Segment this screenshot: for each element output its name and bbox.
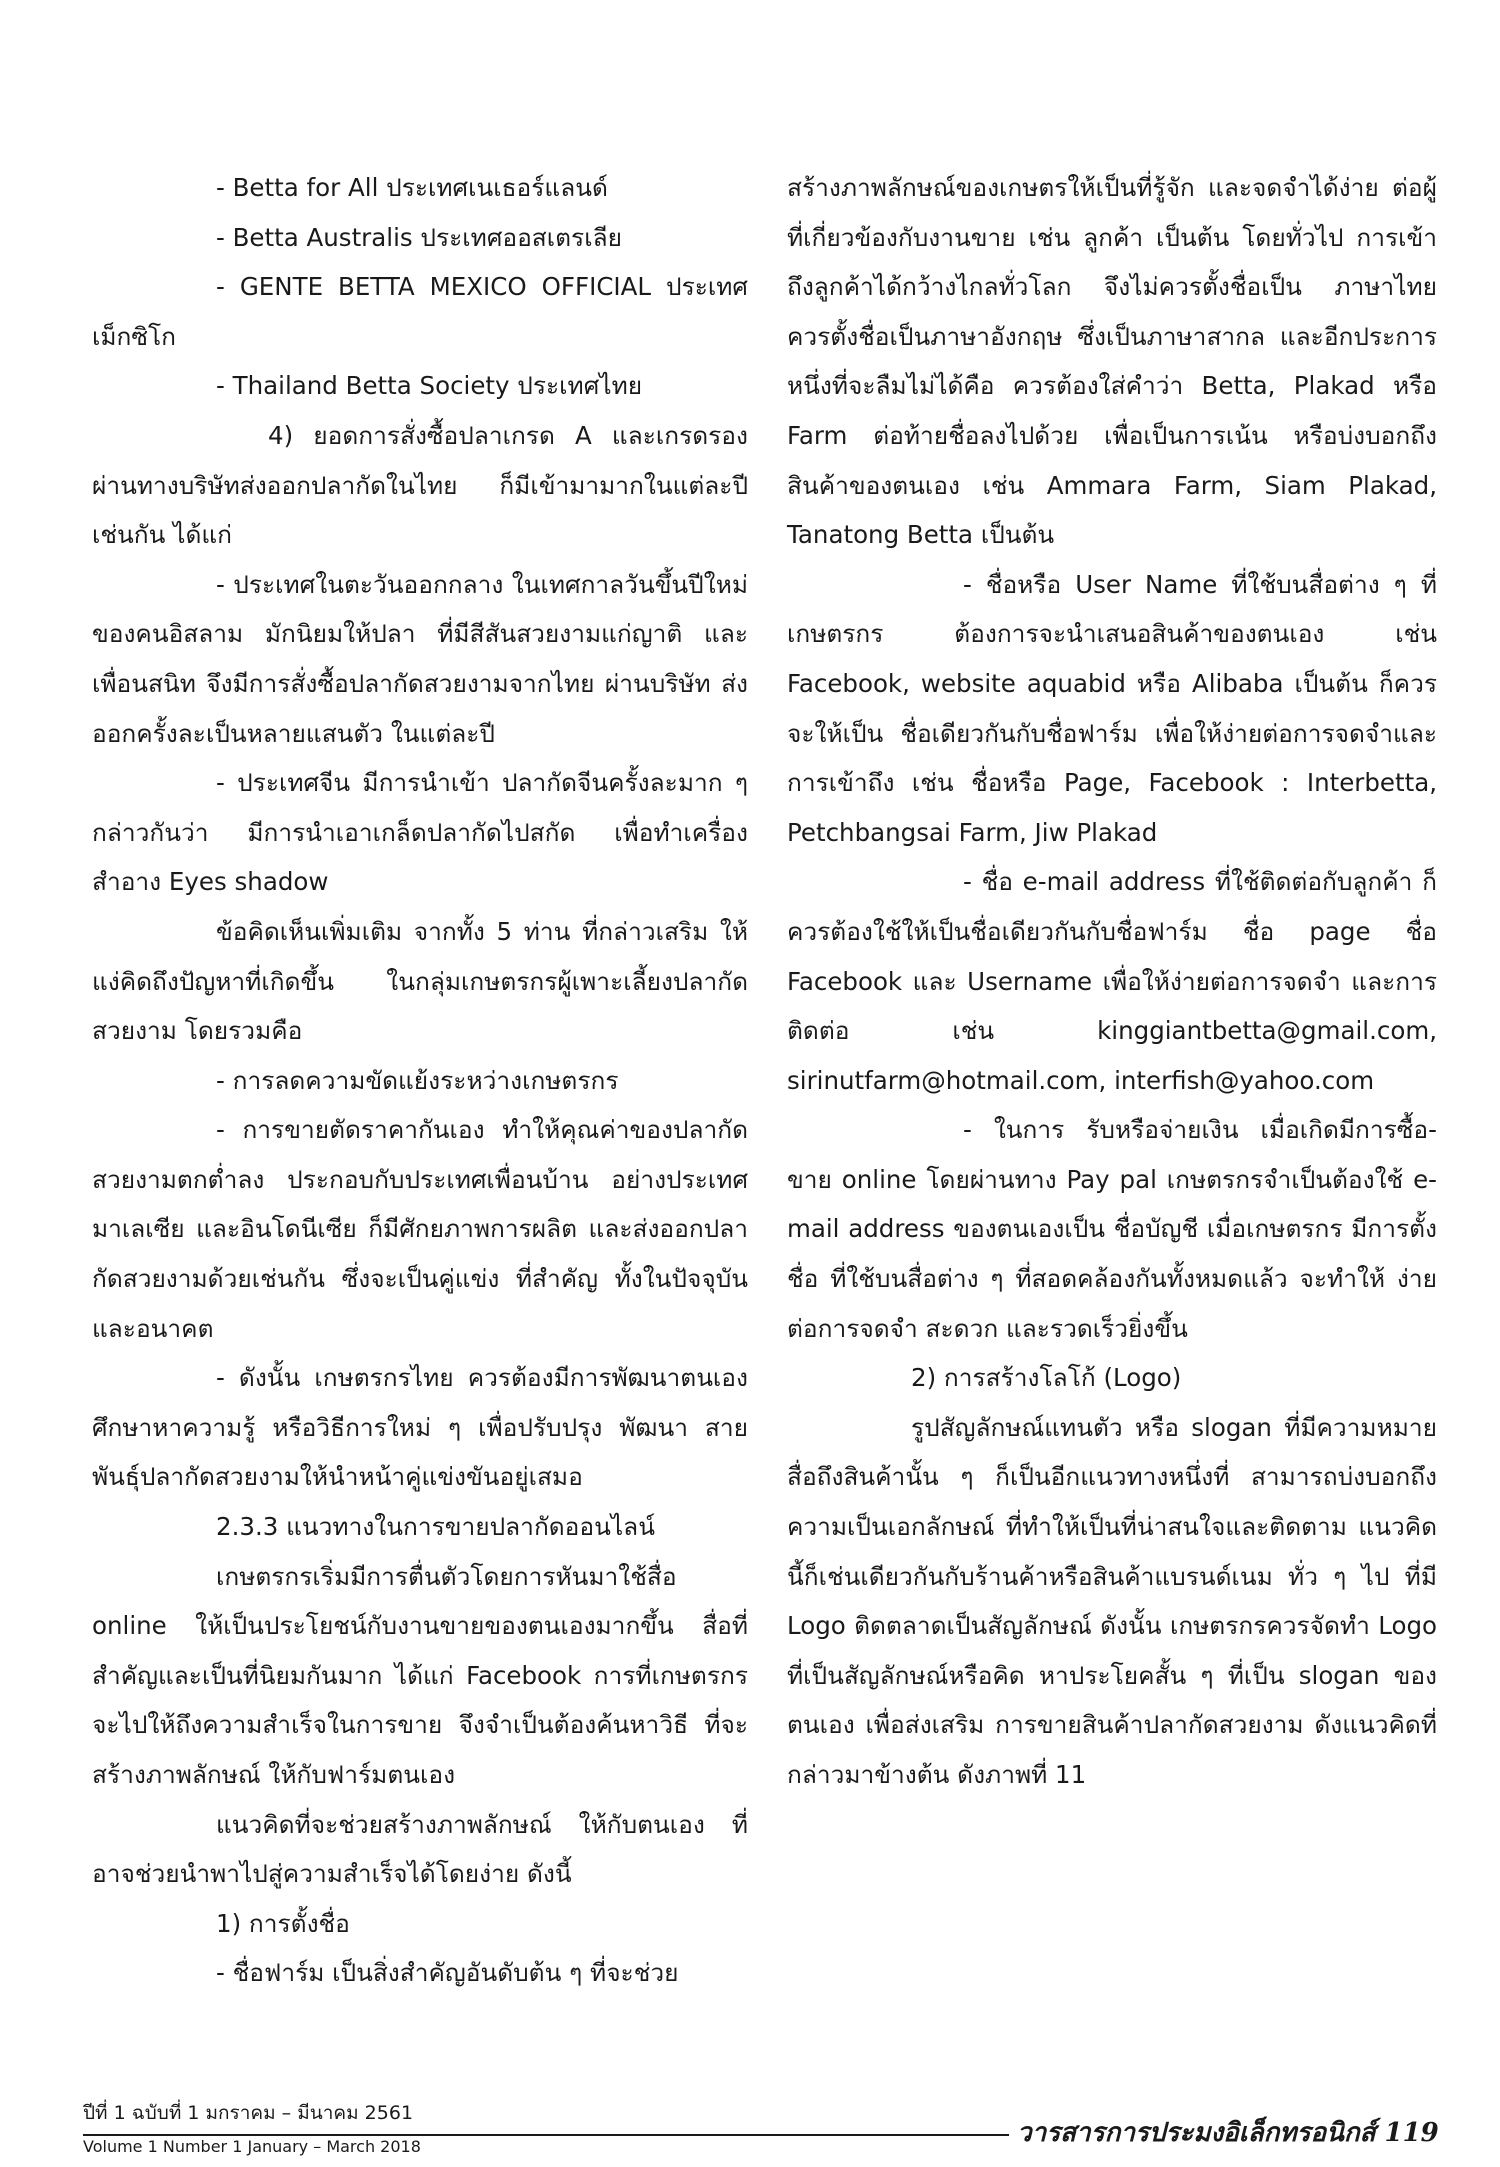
paragraph: 2.3.3 แนวทางในการขายปลากัดออนไลน์ <box>216 1512 655 1542</box>
paragraph: 2) การสร้างโลโก้ (Logo) <box>911 1363 1182 1393</box>
paragraph: - ชื่อฟาร์ม เป็นสิ่งสำคัญอันดับต้น ๆ ที่จะช่วย <box>216 1958 679 1988</box>
paragraph: ข้อคิดเห็นเพิ่มเติม จากทั้ง 5 ท่าน ที่กล่าวเสริม ให้แง่คิดถึงปัญหาที่เกิดขึ้น ในกลุ่มเกษตรกรผู้เพาะเลี้ยงปลากัดสวยงาม โดยรวมคือ <box>92 916 748 1046</box>
paragraph: - GENTE BETTA MEXICO OFFICIAL ประเทศเม็กซิโก <box>92 272 748 351</box>
paragraph: รูปสัญลักษณ์แทนตัว หรือ slogan ที่มีความหมาย สื่อถึงสินค้านั้น ๆ ก็เป็นอีกแนวทางหนึ่งที่ สามารถบ่งบอกถึง ความเป็นเอกลักษณ์ ที่ทำให้เป็นที่น่าสนใจและติดตาม แนวคิดนี้ก็เช่นเดียวกันกับร้านค้าหรือสินค้าแบรนด์เนม ทั่ว ๆ ไป ที่มี Logo ติดตลาดเป็นสัญลักษณ์ ดังนั้น เกษตรกรควรจัดทำ Logo ที่เป็นสัญลักษณ์หรือคิด หาประโยคสั้น ๆ ที่เป็น slogan ของตนเอง เพื่อส่งเสริม การขายสินค้าปลากัดสวยงาม ดังแนวคิดที่กล่าวมาข้างต้น ดังภาพที่ 11 <box>787 1412 1437 1789</box>
footer-issue-english: Volume 1 Number 1 January – March 2018 <box>83 2137 421 2156</box>
paragraph: - ชื่อ e-mail address ที่ใช้ติดต่อกับลูกค้า ก็ควรต้องใช้ให้เป็นชื่อเดียวกันกับชื่อฟาร์ม ชื่อ page ชื่อ Facebook และ Username เพื่อให้ง่ายต่อการจดจำ และการติดต่อ เช่น kinggiantbetta@gmail.com, sirinutfarm@hotmail.com, interfish@yahoo.com <box>787 867 1437 1095</box>
paragraph: - ประเทศในตะวันออกกลาง ในเทศกาลวันขึ้นปีใหม่ของคนอิสลาม มักนิยมให้ปลา ที่มีสีสันสวยงามแก่ญาติ และเพื่อนสนิท จึงมีการสั่งซื้อปลากัดสวยงามจากไทย ผ่านบริษัท ส่งออกครั้งละเป็นหลายแสนตัว ในแต่ละปี <box>92 569 748 748</box>
paragraph: - Betta for All ประเทศเนเธอร์แลนด์ <box>216 173 608 202</box>
footer-issue-thai: ปีที่ 1 ฉบับที่ 1 มกราคม – มีนาคม 2561 <box>83 2102 414 2124</box>
paragraph: เกษตรกรเริ่มมีการตื่นตัวโดยการหันมาใช้สื่อ online ให้เป็นประโยชน์กับงานขายของตนเองมากขึ้น สื่อที่สำคัญและเป็นที่นิยมกันมาก ได้แก่ Facebook การที่เกษตรกร จะไปให้ถึงความสำเร็จในการขาย จึงจำเป็นต้องค้นหาวิธี ที่จะสร้างภาพลักษณ์ ให้กับฟาร์มตนเอง <box>92 1561 748 1789</box>
paragraph: - ประเทศจีน มีการนำเข้า ปลากัดจีนครั้งละมาก ๆ กล่าวกันว่า มีการนำเอาเกล็ดปลากัดไปสกัด เพื่อทำเครื่องสำอาง Eyes shadow <box>92 768 748 897</box>
paragraph: - ดังนั้น เกษตรกรไทย ควรต้องมีการพัฒนาตนเอง ศึกษาหาความรู้ หรือวิธีการใหม่ ๆ เพื่อปรับปรุง พัฒนา สายพันธุ์ปลากัดสวยงามให้นำหน้าคู่แข่งขันอยู่เสมอ <box>92 1363 748 1492</box>
paragraph: - ชื่อหรือ User Name ที่ใช้บนสื่อต่าง ๆ ที่เกษตรกร ต้องการจะนำเสนอสินค้าของตนเอง เช่น Facebook, website aquabid หรือ Alibaba เป็นต้น ก็ควรจะให้เป็น ชื่อเดียวกันกับชื่อฟาร์ม เพื่อให้ง่ายต่อการจดจำและ การเข้าถึง เช่น ชื่อหรือ Page, Facebook : Interbetta, Petchbangsai Farm, Jiw Plakad <box>787 569 1437 847</box>
paragraph: 4) ยอดการสั่งซื้อปลาเกรด A และเกรดรอง ผ่านทางบริษัทส่งออกปลากัดในไทย ก็มีเข้ามามากในแต่ละปี เช่นกัน ได้แก่ <box>92 420 748 550</box>
paragraph: สร้างภาพลักษณ์ของเกษตรให้เป็นที่รู้จัก และจดจำได้ง่าย ต่อผู้ที่เกี่ยวข้องกับงานขาย เช่น ลูกค้า เป็นต้น โดยทั่วไป การเข้าถึงลูกค้าได้กว้างไกลทั่วโลก จึงไม่ควรตั้งชื่อเป็น ภาษาไทย ควรตั้งชื่อเป็นภาษาอังกฤษ ซึ่งเป็นภาษาสากล และอีกประการหนึ่งที่จะลืมไม่ได้คือ ควรต้องใส่คำว่า Betta, Plakad หรือ Farm ต่อท้ายชื่อลงไปด้วย เพื่อเป็นการเน้น หรือบ่งบอกถึงสินค้าของตนเอง เช่น Ammara Farm, Siam Plakad, Tanatong Betta เป็นต้น <box>787 173 1437 550</box>
left-column <box>92 163 748 1998</box>
right-column <box>787 163 1437 1800</box>
paragraph: - Thailand Betta Society ประเทศไทย <box>216 371 643 401</box>
journal-title-page-number: วารสารการประมงอิเล็กทรอนิกส์ 119 <box>1017 2118 1439 2148</box>
paragraph: - การขายตัดราคากันเอง ทำให้คุณค่าของปลากัดสวยงามตกต่ำลง ประกอบกับประเทศเพื่อนบ้าน อย่างประเทศมาเลเซีย และอินโดนีเซีย ก็มีศักยภาพการผลิต และส่งออกปลากัดสวยงามด้วยเช่นกัน ซึ่งจะเป็นคู่แข่ง ที่สำคัญ ทั้งในปัจจุบัน และอนาคต <box>92 1115 748 1343</box>
paragraph: - Betta Australis ประเทศออสเตรเลีย <box>216 222 622 252</box>
paragraph: 1) การตั้งชื่อ <box>216 1908 350 1938</box>
paragraph: แนวคิดที่จะช่วยสร้างภาพลักษณ์ ให้กับตนเอง ที่อาจช่วยนำพาไปสู่ความสำเร็จได้โดยง่าย ดังนี้ <box>92 1809 748 1889</box>
paragraph: - ในการ รับหรือจ่ายเงิน เมื่อเกิดมีการซื้อ-ขาย online โดยผ่านทาง Pay pal เกษตรกรจำเป็นต้องใช้ e-mail address ของตนเองเป็น ชื่อบัญชี เมื่อเกษตรกร มีการตั้งชื่อ ที่ใช้บนสื่อต่าง ๆ ที่สอดคล้องกันทั้งหมดแล้ว จะทำให้ ง่ายต่อการจดจำ สะดวก และรวดเร็วยิ่งขึ้น <box>787 1115 1437 1343</box>
paragraph: - การลดความขัดแย้งระหว่างเกษตรกร <box>216 1065 619 1095</box>
